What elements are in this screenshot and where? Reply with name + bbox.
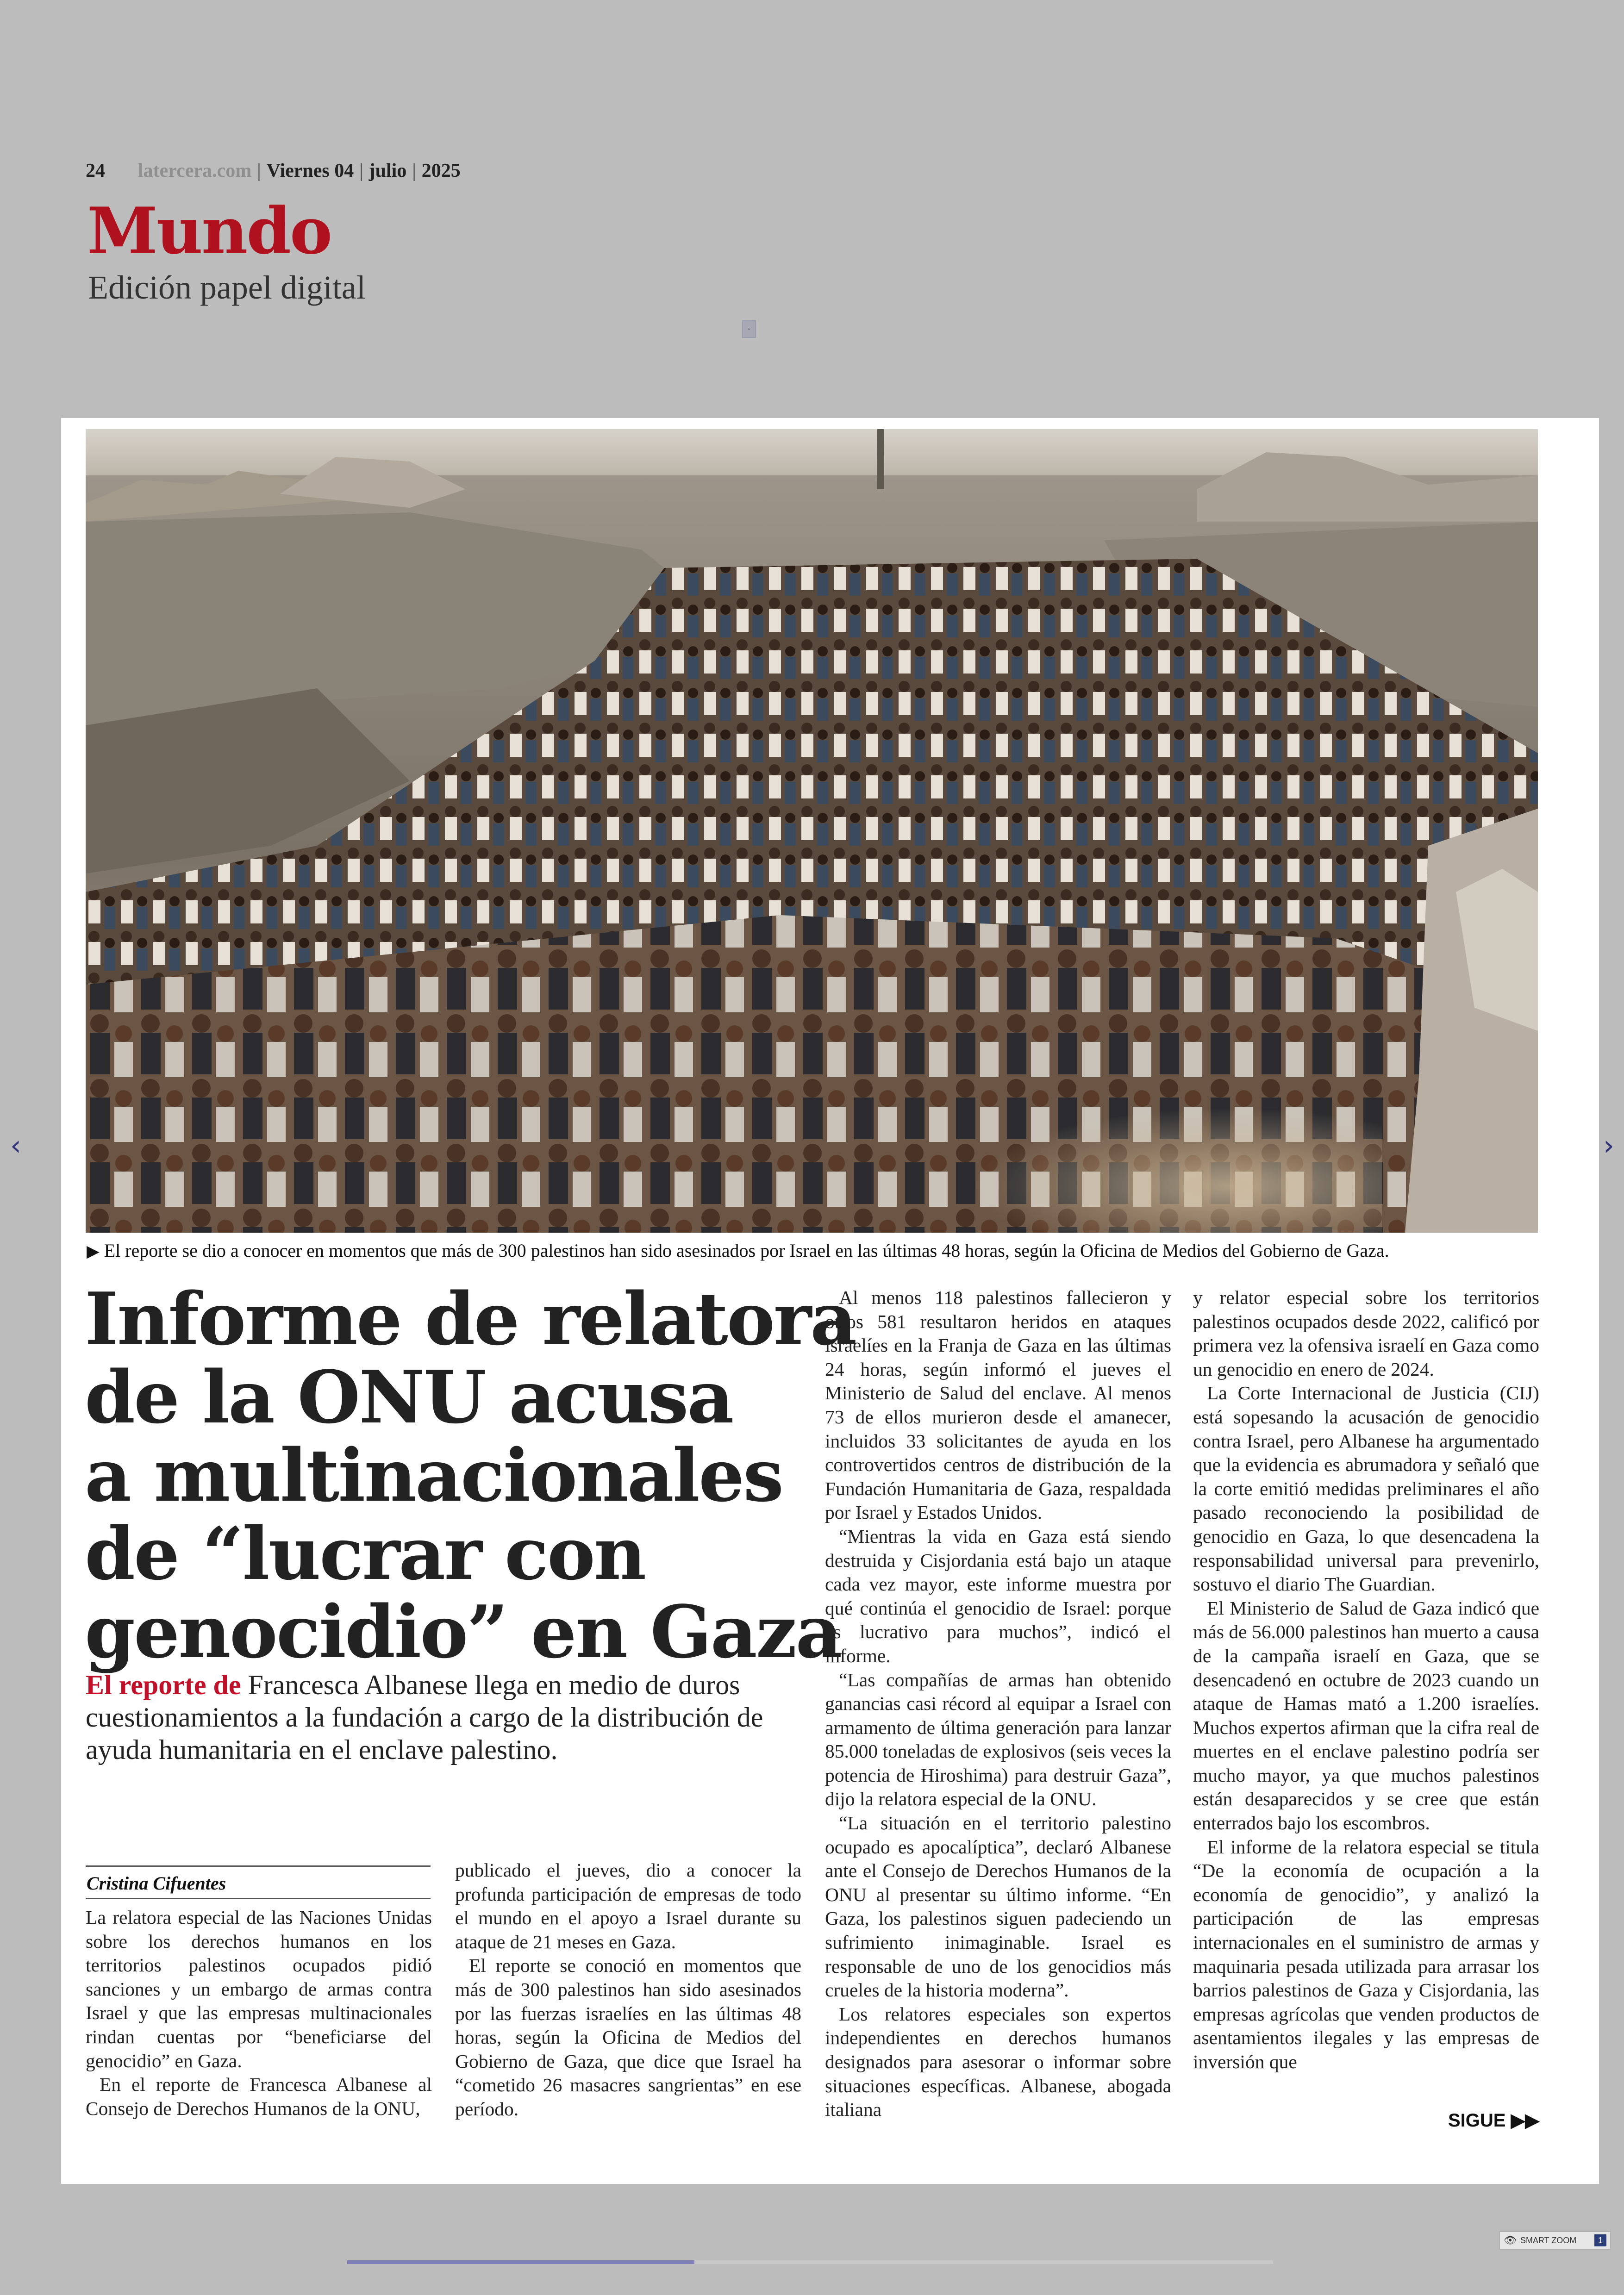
smart-zoom-button[interactable] <box>1499 2231 1611 2250</box>
article-column-3 <box>825 1286 1171 2122</box>
paragraph: Al menos 118 palestinos fallecieron y otros 581 resultaron heridos en ataques israelíes en la Franja de Gaza en las últimas 24 horas, según informó el jueves el Ministerio de Salud del enclave. Al menos 73 de ellos murieron desde el amanecer, incluidos 33 solicitantes de ayuda en los controvertidos centros de distribución de la Fundación Humanitaria de Gaza, respaldada por Israel y Estados Unidos. <box>825 1287 1171 1523</box>
article-deck <box>86 1669 799 1766</box>
byline-rule-top <box>86 1865 431 1867</box>
paragraph: “Las compañías de armas han obtenido ganancias casi récord al equipar a Israel con armamento de última generación para lanzar 85.000 toneladas de explosivos (seis veces la potencia de Hiroshima) para destruir Gaza”, dijo la relatora especial de la ONU. <box>825 1669 1171 1810</box>
page-marker-icon[interactable]: ▫ <box>742 320 756 338</box>
article-headline <box>85 1277 856 1674</box>
paragraph: La relatora especial de las Naciones Unidas sobre los derechos humanos en los territorios palestinos ocupados pidió sanciones y un embargo de armas contra Israel y que las empresas multinacionales rindan cuentas por “beneficiarse del genocidio” en Gaza. <box>86 1907 432 2071</box>
current-page-badge: 1 <box>1594 2234 1606 2246</box>
photo-crowd-in-rubble <box>86 429 1538 1233</box>
paragraph: En el reporte de Francesca Albanese al Consejo de Derechos Humanos de la ONU, <box>86 2074 432 2119</box>
headline-line: a multinacionales <box>85 1433 783 1518</box>
site-name: latercera.com <box>138 160 252 181</box>
edition-label: Edición papel digital <box>88 269 366 306</box>
chevron-right-icon[interactable]: › <box>1603 1129 1614 1162</box>
headline-line: de la ONU acusa <box>85 1355 733 1440</box>
eye-icon: 👁 <box>1504 2234 1517 2246</box>
issue-year: 2025 <box>421 160 461 181</box>
deck-lead: El reporte de <box>86 1670 241 1700</box>
byline: Cristina Cifuentes <box>87 1873 226 1894</box>
paragraph: “Mientras la vida en Gaza está siendo destruida y Cisjordania está bajo un ataque cada vez mayor, este informe muestra por qué continúa el genocidio de Israel: porque es lucrativo para muchos”, indicó el informe. <box>825 1525 1171 1666</box>
paragraph: El Ministerio de Salud de Gaza indicó que más de 56.000 palestinos han muerto a causa de la campaña israelí en Gaza, que se desencadenó en octubre de 2023 cuando un ataque de Hamas mató a 1.200 israelíes. Muchos expertos afirman que la cifra real de muertes en el enclave palestino podría ser mucho mayor, ya que muchos palestinos están desaparecidos y se cree que están enterrados bajo los escombros. <box>1193 1597 1539 1834</box>
page-number: 24 <box>86 160 105 181</box>
page-progress-fill <box>347 2260 694 2264</box>
headline-line: de “lucrar con <box>85 1511 645 1596</box>
paragraph: La Corte Internacional de Justicia (CIJ) está sopesando la acusación de genocidio contra Israel, pero Albanese ha argumentado que la evidencia es abrumadora y señaló que la corte emitió medidas preliminares el año pasado reconociendo la posibilidad de genocidio en Gaza, lo que desencadena la responsabilidad universal para prevenirlo, sostuvo el diario The Guardian. <box>1193 1382 1539 1595</box>
paragraph: El reporte se conoció en momentos que más de 300 palestinos han sido asesinados por las fuerzas israelíes en las últimas 48 horas, según la Oficina de Medios del Gobierno de Gaza, que dice que Israel ha “cometido 26 masacres sangrientas” en ese período. <box>455 1955 801 2120</box>
caption-bullet-icon: ▶ <box>87 1242 100 1260</box>
article-column-4 <box>1193 1286 1539 2074</box>
deck-text: Francesca Albanese llega en medio de duros cuestionamientos a la fundación a cargo de la distribución de ayuda humanitaria en el enclave palestino. <box>86 1670 763 1765</box>
paragraph: y relator especial sobre los territorios palestinos ocupados desde 2022, calificó por primera vez la ofensiva israelí en Gaza como un genocidio en enero de 2024. <box>1193 1287 1539 1380</box>
byline-rule-bottom <box>86 1898 431 1899</box>
photo-caption <box>87 1240 1536 1261</box>
article-column-1 <box>86 1906 432 2120</box>
section-title: Mundo <box>87 193 331 268</box>
headline-line: Informe de relatora <box>85 1277 856 1361</box>
smart-zoom-label: SMART ZOOM <box>1520 2235 1577 2245</box>
paragraph: El informe de la relatora especial se titula “De la economía de ocupación a la economía de genocidio”, y analizó la participación de las empresas internacionales en el suministro de armas y maquinaria pesada utilizada para arrasar los barrios palestinos de Gaza y Cisjordania, las empresas agrícolas que venden productos de asentamientos ilegales y las empresas de inversión que <box>1193 1836 1539 2072</box>
caption-text: El reporte se dio a conocer en momentos que más de 300 palestinos han sido asesinados por Israel en las últimas 48 horas, según la Oficina de Medios del Gobierno de Gaza. <box>104 1240 1389 1261</box>
issue-header: 24 latercera.com | Viernes 04 | julio | 2025 <box>86 160 461 181</box>
paragraph: publicado el jueves, dio a conocer la profunda participación de empresas de todo el mundo en el apoyo a Israel durante su ataque de 21 meses en Gaza. <box>455 1859 801 1952</box>
paragraph: Los relatores especiales son expertos independientes en derechos humanos designados para asesorar o informar sobre situaciones específicas. Albanese, abogada italiana <box>825 2003 1171 2120</box>
paragraph: “La situación en el territorio palestino ocupado es apocalíptica”, declaró Albanese ante el Consejo de Derechos Humanos de la ONU al presentar su último informe. “En Gaza, los palestinos siguen padeciendo un sufrimiento inimaginable. Israel es responsable de uno de los genocidios más crueles de la historia moderna”. <box>825 1812 1171 2001</box>
chevron-left-icon[interactable]: ‹ <box>10 1129 21 1162</box>
issue-month: julio <box>369 160 407 181</box>
headline-line: genocidio” en Gaza <box>85 1590 841 1674</box>
issue-day: Viernes 04 <box>266 160 354 181</box>
continue-label: SIGUE ▶▶ <box>1448 2110 1540 2131</box>
article-column-2 <box>455 1858 801 2121</box>
